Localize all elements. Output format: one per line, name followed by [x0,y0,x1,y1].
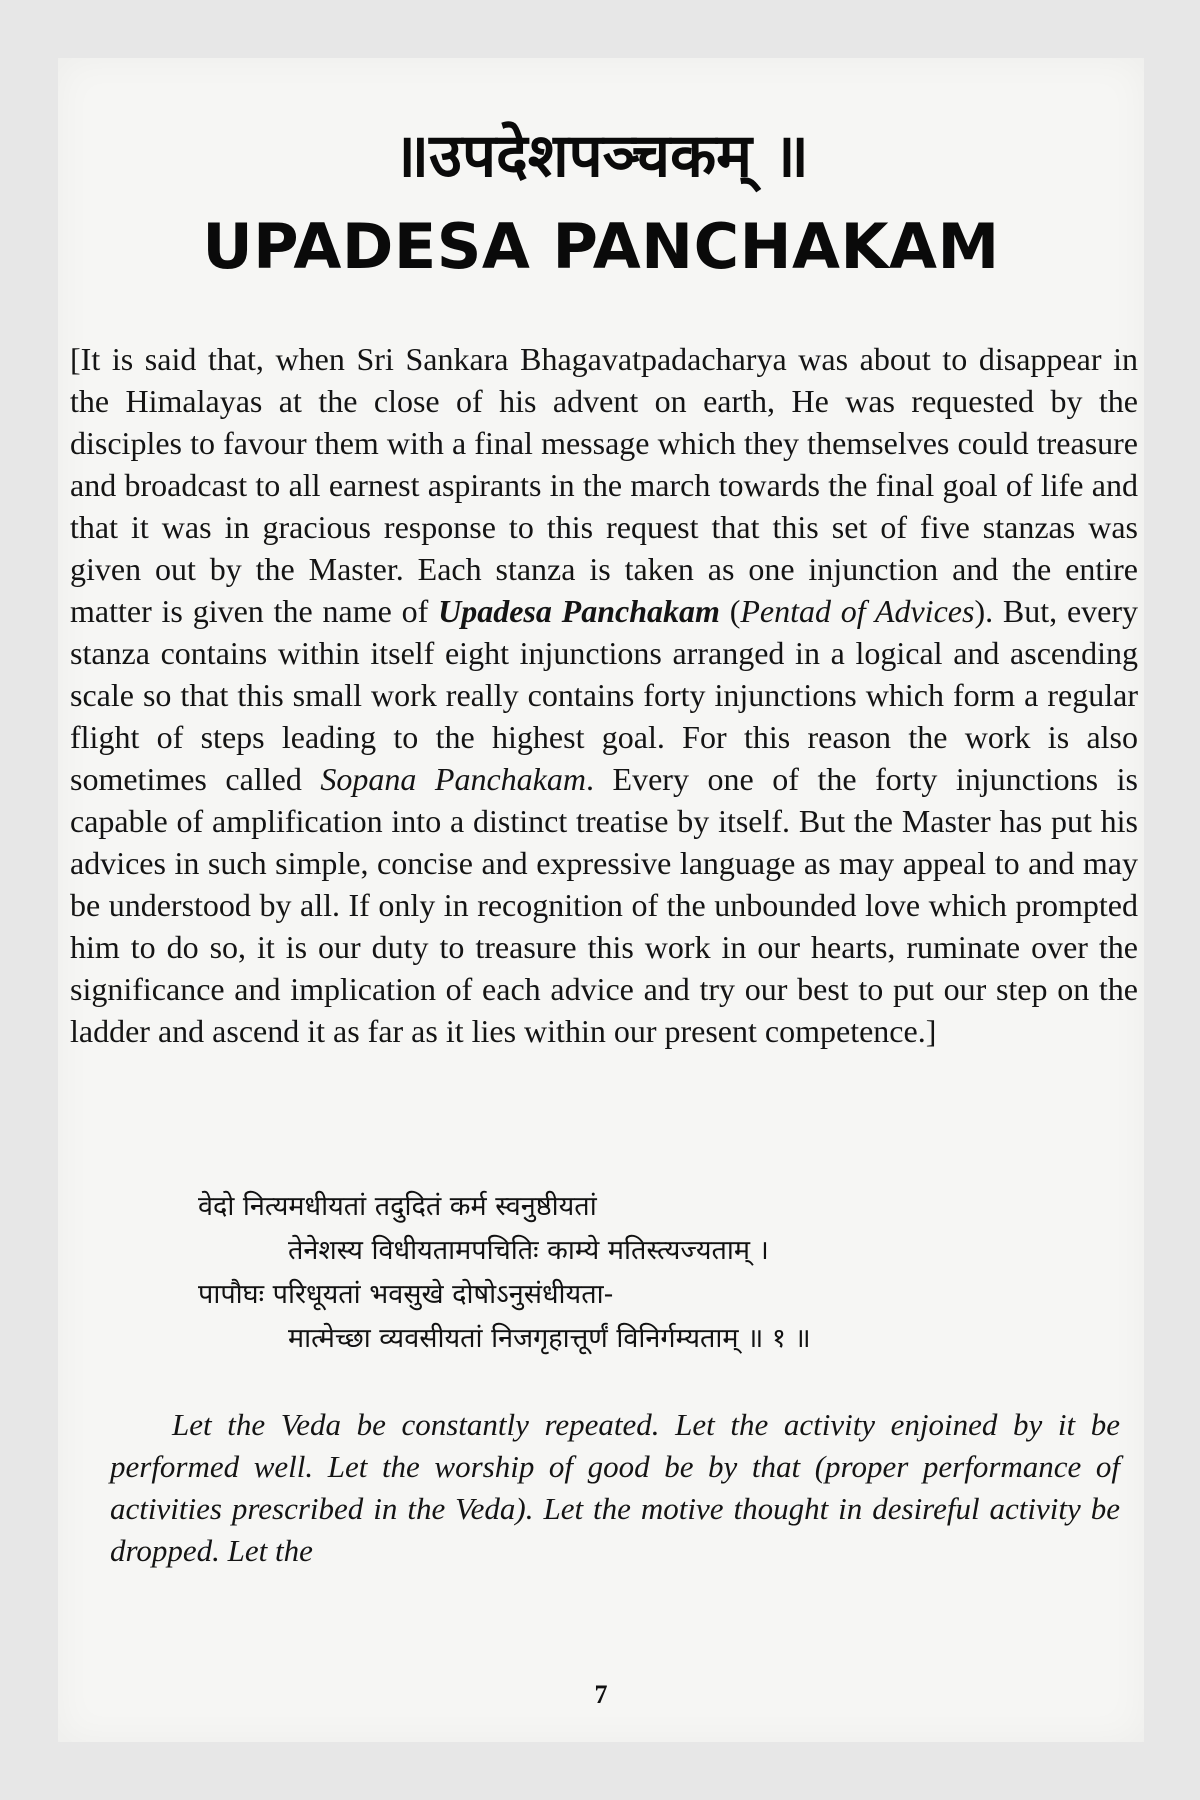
verse-translation: Let the Veda be constantly repeated. Let the activity enjoined by it be performed well. Let the worship of good be by that (proper performance of activities prescribed in the Veda). Let the motive thought in desireful activity be dropped. Let the [110,1407,1120,1568]
work-name: Upadesa Panchakam [438,593,720,629]
verse-line-4: मात्मेच्छा व्यवसीयतां निजगृहात्तूर्णं विनिर्गम्यताम् ॥ १ ॥ [288,1323,811,1354]
title-latin: UPADESA PANCHAKAM [202,210,1000,283]
intro-text-part-2: ( [719,593,741,629]
intro-paragraph [70,338,1138,1052]
page-number: 7 [594,1680,608,1709]
alternate-work-name: Sopana Panchakam [320,761,586,797]
verse-line-2: तेनेशस्य विधीयतामपचितिः काम्ये मतिस्त्यज्यताम् । [288,1235,769,1266]
verse-line-1: वेदो नित्यमधीयतां तदुदितं कर्म स्वनुष्ठीयतां [198,1191,597,1222]
work-name-translation: Pentad of Advices [740,593,975,629]
intro-text-part-3: ). But, every stanza contains within itself eight injunctions arranged in a logical and ascending scale so that this small work really contains forty injunctions which form a regular flight of steps leading to the highest goal. For this reason the work is also sometimes called [70,593,1139,797]
intro-text-part-1: [It is said that, when Sri Sankara Bhagavatpadacharya was about to disappear in the Himalayas at the close of his advent on earth, He was requested by the disciples to favour them with a final message which they themselves could treasure and broadcast to all earnest aspirants in the march towards the final goal of life and that it was in gracious response to this request that this set of five stanzas was given out by the Master. Each stanza is taken as one injunction and the entire matter is given the name of [70,341,1138,629]
book-page [58,58,1144,1742]
intro-text-part-4: . Every one of the forty injunctions is capable of amplification into a distinct treatise by itself. But the Master has put his advices in such simple, concise and expressive language as may appeal to and may be understood by all. If only in recognition of the unbounded love which prompted him to do so, it is our duty to treasure this work in our hearts, ruminate over the significance and implication of each advice and try our best to put our step on the ladder and ascend it as far as it lies within our present competence.] [70,761,1139,1049]
title-devanagari: ॥उपदेशपञ्चकम् ॥ [393,121,809,191]
verse-line-3: पापौघः परिधूयतां भवसुखे दोषोऽनुसंधीयता- [198,1279,614,1310]
